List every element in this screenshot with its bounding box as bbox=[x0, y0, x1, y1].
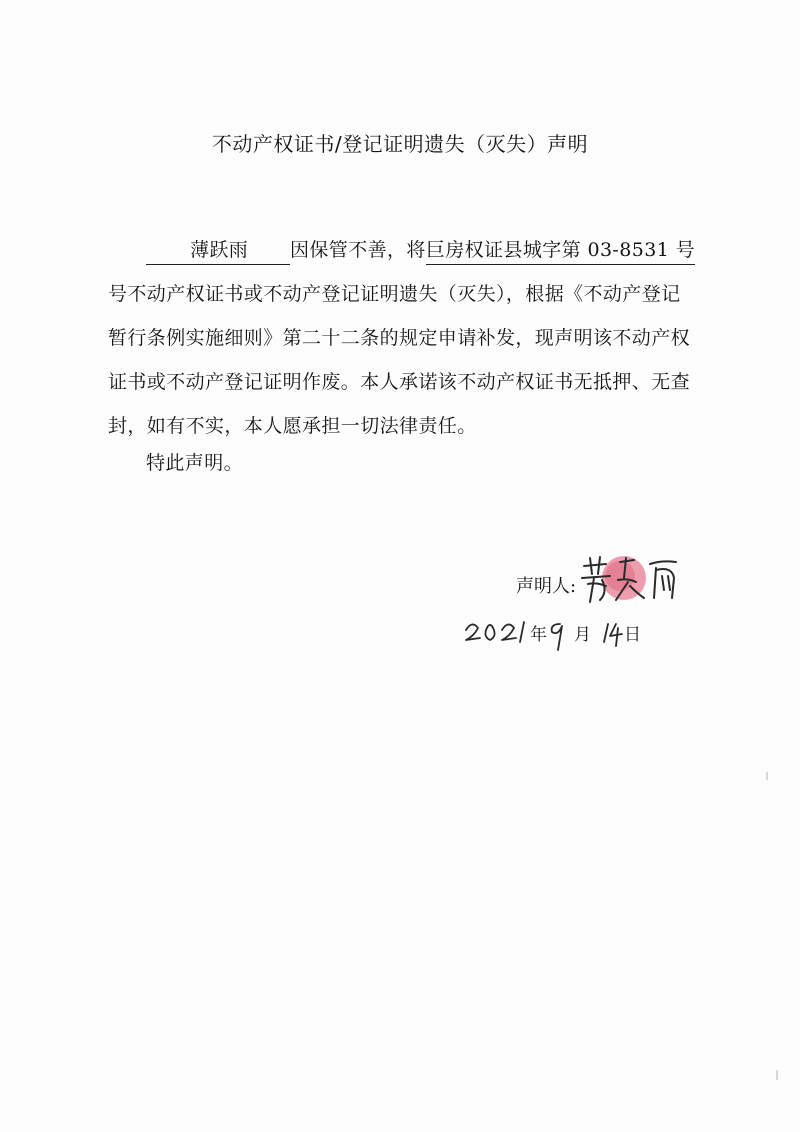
scan-edge-mark bbox=[776, 1070, 778, 1080]
closing-statement: 特此声明。 bbox=[146, 452, 244, 474]
body-line-1-text: 因保管不善，将 bbox=[290, 239, 426, 261]
scan-edge-mark bbox=[766, 772, 768, 780]
declarant-label: 声明人: bbox=[516, 576, 577, 597]
declarant-name: 薄跃雨 bbox=[146, 236, 290, 265]
body-line-4: 证书或不动产登记证明作废。本人承诺该不动产权证书无抵押、无查 bbox=[108, 371, 691, 393]
handwritten-signature bbox=[576, 548, 696, 608]
document-title: 不动产权证书/登记证明遗失（灭失）声明 bbox=[211, 132, 589, 156]
body-line-2: 号不动产权证书或不动产登记证明遗失（灭失），根据《不动产登记 bbox=[108, 283, 681, 305]
year-unit: 年 bbox=[530, 625, 547, 645]
certificate-number: 巨房权证县城字第 03-8531 号 bbox=[426, 236, 695, 265]
body-line-1 bbox=[108, 228, 694, 272]
signing-date bbox=[462, 610, 672, 654]
declaration-body bbox=[108, 228, 694, 448]
body-line-5: 封，如有不实，本人愿承担一切法律责任。 bbox=[108, 415, 477, 437]
month-unit: 月 bbox=[574, 625, 591, 645]
body-line-3: 暂行条例实施细则》第二十二条的规定申请补发，现声明该不动产权 bbox=[108, 327, 691, 349]
day-unit: 日 bbox=[624, 625, 641, 645]
